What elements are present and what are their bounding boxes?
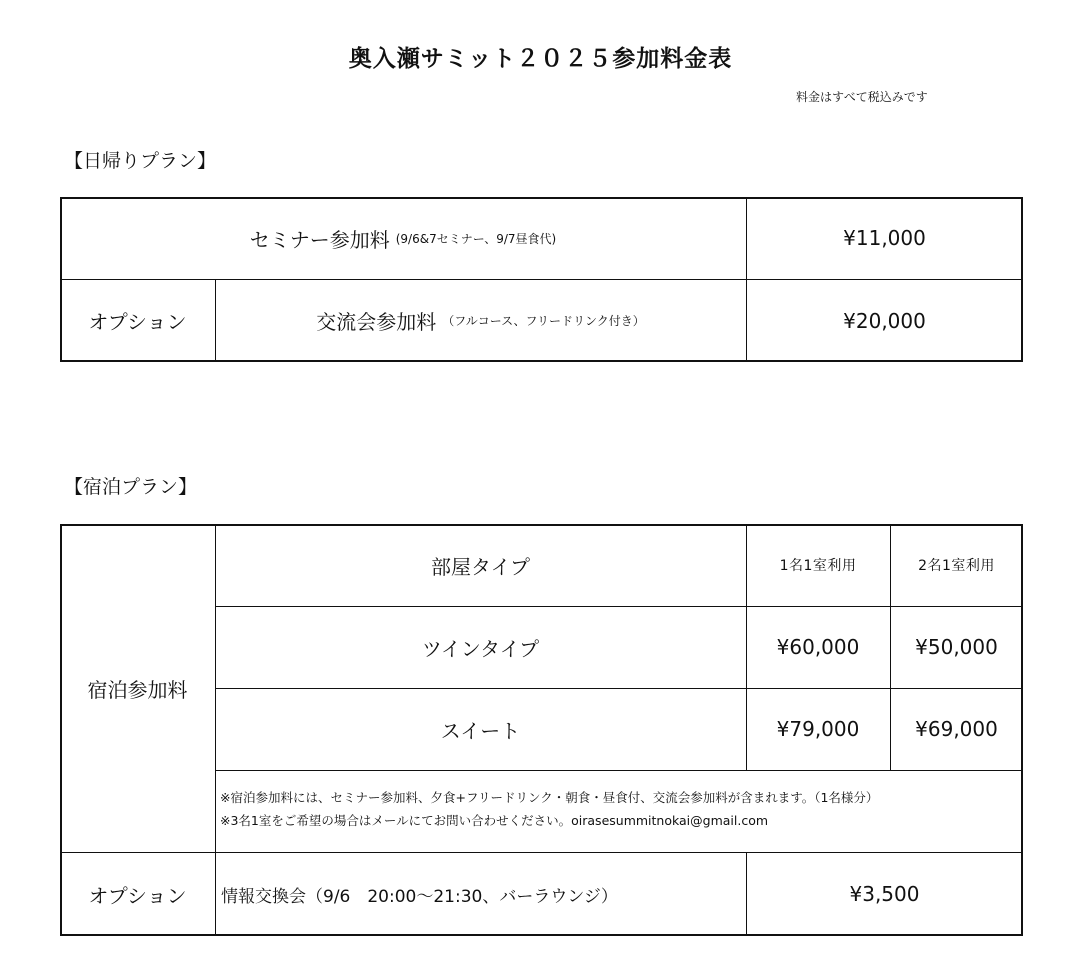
stay-plan-heading: 【宿泊プラン】 <box>64 476 198 498</box>
stay-notes <box>220 786 1020 832</box>
day-plan-heading: 【日帰りプラン】 <box>64 150 217 172</box>
stay-note-included: ※宿泊参加料には、セミナー参加料、夕食+フリードリンク・朝食・昼食付、交流会参加料が含まれます。（1名様分） <box>220 790 879 805</box>
room-name-twin: ツインタイプ <box>421 636 540 661</box>
info-exchange-price: ¥3,500 <box>849 882 920 906</box>
seminar-fee-note: (9/6&7セミナー、9/7昼食代) <box>395 231 557 246</box>
tax-note: 料金はすべて税込みです <box>796 90 928 104</box>
party-fee-cell <box>215 279 746 362</box>
party-fee-note: （フルコース、フリードリンク付き） <box>442 314 645 328</box>
suite-double-price: ¥69,000 <box>915 717 998 741</box>
twin-double-price: ¥50,000 <box>915 635 998 659</box>
party-fee-price: ¥20,000 <box>843 308 926 333</box>
double-occupancy-header: 2名1室利用 <box>918 558 995 574</box>
stay-note-contact: ※3名1室をご希望の場合はメールにてお問い合わせください。oirasesummitnokai@gmail.com <box>220 813 769 828</box>
seminar-fee-label: セミナー参加料 <box>249 227 390 252</box>
day-option-label: オプション <box>88 310 187 334</box>
page-title: 奥入瀬サミット２０２５参加料金表 <box>348 46 733 72</box>
info-exchange-event: 情報交換会（9/6 20:00〜21:30、バーラウンジ） <box>221 886 618 907</box>
room-name-suite: スイート <box>440 718 521 743</box>
single-occupancy-header: 1名1室利用 <box>779 558 857 574</box>
stay-fee-label: 宿泊参加料 <box>87 677 188 702</box>
suite-single-price: ¥79,000 <box>776 717 860 741</box>
party-fee-label: 交流会参加料 <box>316 310 437 334</box>
stay-option-label: オプション <box>88 883 187 908</box>
seminar-fee-cell <box>60 197 746 279</box>
room-type-header: 部屋タイプ <box>431 554 530 579</box>
twin-single-price: ¥60,000 <box>776 635 860 659</box>
seminar-fee-price: ¥11,000 <box>843 226 926 250</box>
